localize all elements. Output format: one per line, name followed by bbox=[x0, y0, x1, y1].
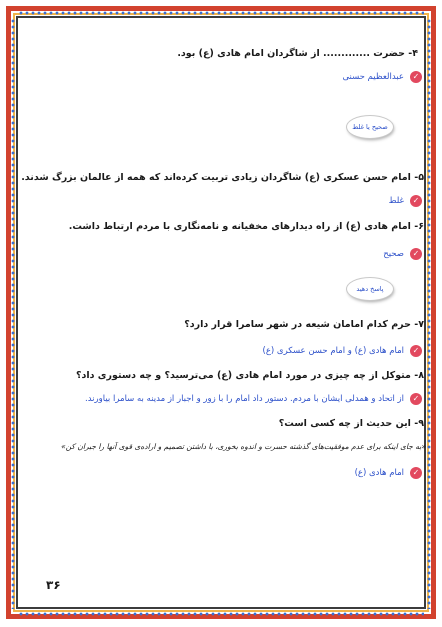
answer-5 bbox=[389, 195, 422, 207]
question-7: ۷- حرم کدام امامان شیعه در شهر سامرا قرار دارد؟ bbox=[184, 319, 424, 330]
question-6: ۶- امام هادی (ع) از راه دیدارهای مخفیانه و نامه‌نگاری با مردم ارتباط داشت. bbox=[68, 221, 424, 232]
answer-4-text: عبدالعظیم حسنی bbox=[342, 72, 404, 82]
section-badge-true-false: صحیح یا غلط bbox=[347, 116, 393, 138]
question-4: ۴- حضرت ............. از شاگردان امام هادی (ع) بود. bbox=[177, 48, 418, 59]
check-icon: ✓ bbox=[410, 393, 422, 405]
answer-7 bbox=[263, 345, 422, 357]
border-dots-right bbox=[426, 18, 432, 609]
check-icon: ✓ bbox=[410, 248, 422, 260]
check-icon: ✓ bbox=[410, 345, 422, 357]
answer-6-text: صحیح bbox=[383, 249, 404, 259]
answer-9-text: امام هادی (ع) bbox=[354, 468, 404, 478]
page-number: ۳۶ bbox=[46, 578, 61, 592]
answer-9 bbox=[355, 467, 422, 479]
answer-7-text: امام هادی (ع) و امام حسن عسکری (ع) bbox=[262, 346, 404, 356]
page-border-inner bbox=[16, 16, 426, 609]
answer-5-text: غلط bbox=[388, 196, 404, 206]
answer-8-text: از اتحاد و همدلی ایشان با مردم. دستور داد امام را با زور و اجبار از مدینه به سامرا بیاورند. bbox=[85, 394, 404, 404]
border-dots-left bbox=[10, 18, 16, 609]
border-dots-top bbox=[18, 10, 424, 16]
check-icon: ✓ bbox=[410, 195, 422, 207]
answer-6 bbox=[383, 248, 422, 260]
check-icon: ✓ bbox=[410, 467, 422, 479]
question-9: ۹- این حدیث از چه کسی است؟ bbox=[278, 418, 424, 429]
section-badge-answer: پاسخ دهید bbox=[347, 278, 393, 300]
hadith-quote: «به جای اینکه برای عدم موفقیت‌های گذشته حسرت و اندوه بخوری، با داشتن تصمیم و اراده‌ی قوی آنها را جبران کن» bbox=[61, 442, 426, 451]
answer-4 bbox=[342, 71, 422, 83]
question-5: ۵- امام حسن عسکری (ع) شاگردان زیادی تربیت کرده‌اند که همه از عالمان بزرگ شدند. bbox=[21, 172, 424, 183]
border-dots-bottom bbox=[18, 611, 424, 617]
check-icon: ✓ bbox=[410, 71, 422, 83]
answer-8 bbox=[85, 393, 422, 405]
question-8: ۸- متوکل از چه چیزی در مورد امام هادی (ع) می‌ترسید؟ و چه دستوری داد؟ bbox=[75, 370, 424, 381]
